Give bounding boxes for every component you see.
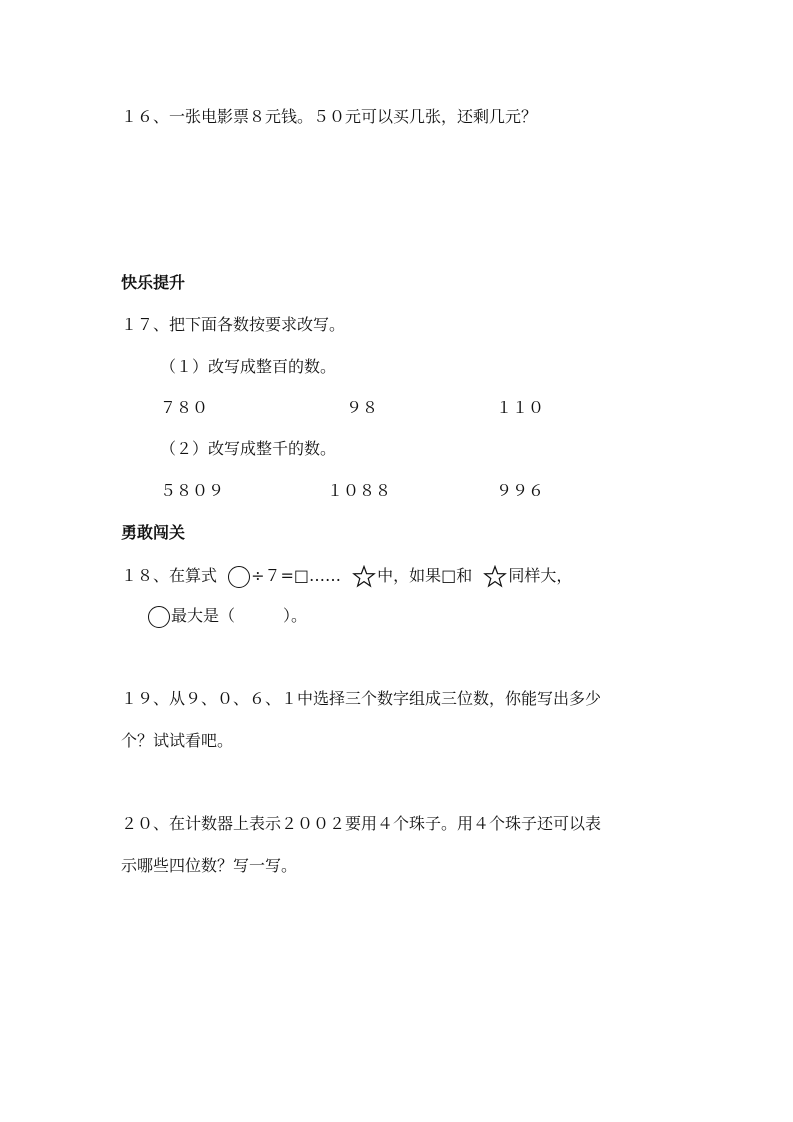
question-17-part-1-number-3: １１０ bbox=[496, 398, 545, 417]
question-16 bbox=[121, 107, 537, 127]
question-19-line-2: 个？试试看吧。 bbox=[121, 731, 234, 750]
blank-circle-icon bbox=[148, 606, 170, 628]
question-18-line-2 bbox=[148, 603, 307, 629]
blank-star-icon bbox=[352, 565, 376, 588]
question-17-part-2-label: （２）改写成整千的数。 bbox=[160, 439, 337, 458]
question-17-part-2-number-2: １０８８ bbox=[327, 481, 392, 500]
question-18-division: ÷７=□…… bbox=[251, 566, 342, 585]
question-20-line-2: 示哪些四位数？写一写。 bbox=[121, 856, 298, 875]
question-20-line-1: ２０、在计数器上表示２００２要用４个珠子。用４个珠子还可以表 bbox=[121, 814, 602, 833]
question-17-part-1-label: （１）改写成整百的数。 bbox=[160, 357, 337, 376]
question-18-line-1 bbox=[121, 563, 572, 589]
question-17-part-1-number-2: ９８ bbox=[346, 398, 379, 417]
question-19-line-1: １９、从９、０、６、１中选择三个数字组成三位数，你能写出多少 bbox=[121, 689, 602, 708]
section-heading-brave: 勇敢闯关 bbox=[121, 523, 186, 542]
question-17-part-1-number-1: ７８０ bbox=[160, 398, 209, 417]
section-heading-happy: 快乐提升 bbox=[121, 273, 186, 292]
question-16-text: １６、一张电影票８元钱。５０元可以买几张，还剩几元？ bbox=[121, 107, 538, 126]
blank-circle-icon bbox=[228, 566, 250, 588]
question-18-suffix: 同样大， bbox=[508, 566, 573, 585]
question-17-part-2-number-1: ５８０９ bbox=[160, 481, 225, 500]
question-18-prefix: １８、在算式 bbox=[121, 566, 218, 585]
question-18-middle: 中，如果□和 bbox=[377, 566, 473, 585]
question-17-part-2-number-3: ９９６ bbox=[496, 481, 545, 500]
blank-star-icon bbox=[483, 565, 507, 588]
question-18-line-2-text: 最大是（ ）。 bbox=[171, 606, 308, 625]
question-17: １７、把下面各数按要求改写。 bbox=[121, 315, 346, 334]
